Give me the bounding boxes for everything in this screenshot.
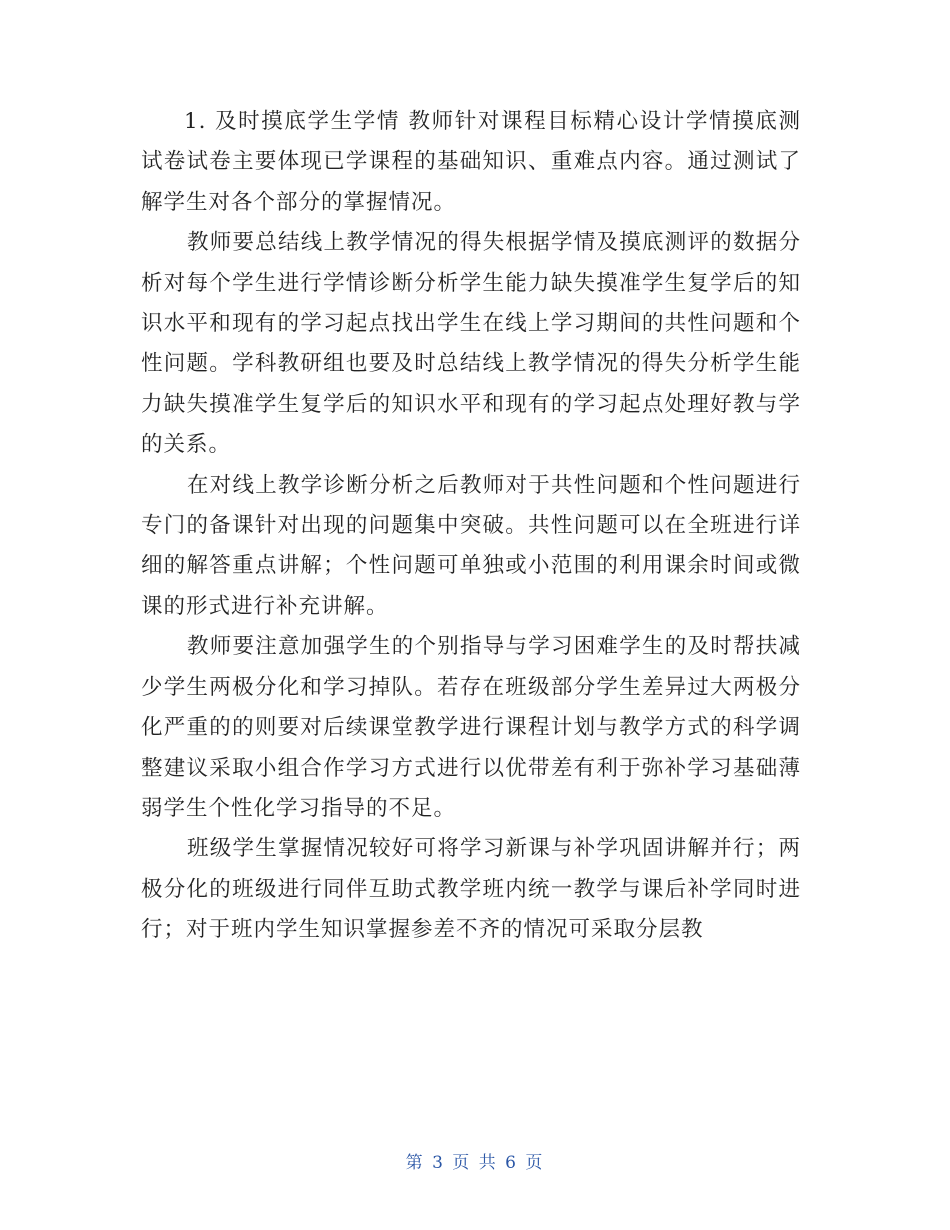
paragraph-1: 1. 及时摸底学生学情 教师针对课程目标精心设计学情摸底测试卷试卷主要体现已学课程的基础知识、重难点内容。通过测试了解学生对各个部分的掌握情况。 [141,109,801,215]
page-number-footer: 第 3 页 共 6 页 [405,1153,545,1173]
paragraph-4: 教师要注意加强学生的个别指导与学习困难学生的及时帮扶减少学生两极分化和学习掉队。若存在班级部分学生差异过大两极分化严重的的则要对后续课堂教学进行课程计划与教学方式的科学调整建议采取小组合作学习方式进行以优带差有利于弥补学习基础薄弱学生个性化学习指导的不足。 [141,634,801,821]
paragraph-3: 在对线上教学诊断分析之后教师对于共性问题和个性问题进行专门的备课针对出现的问题集中突破。共性问题可以在全班进行详细的解答重点讲解；个性问题可单独或小范围的利用课余时间或微课的形式进行补充讲解。 [141,472,801,619]
document-body [141,102,801,951]
paragraph-5: 班级学生掌握情况较好可将学习新课与补学巩固讲解并行；两极分化的班级进行同伴互助式教学班内统一教学与课后补学同时进行；对于班内学生知识掌握参差不齐的情况可采取分层教 [141,836,801,943]
paragraph-2: 教师要总结线上教学情况的得失根据学情及摸底测评的数据分析对每个学生进行学情诊断分析学生能力缺失摸准学生复学后的知识水平和现有的学习起点找出学生在线上学习期间的共性问题和个性问题。学科教研组也要及时总结线上教学情况的得失分析学生能力缺失摸准学生复学后的知识水平和现有的学习起点处理好教与学的关系。 [141,230,801,458]
